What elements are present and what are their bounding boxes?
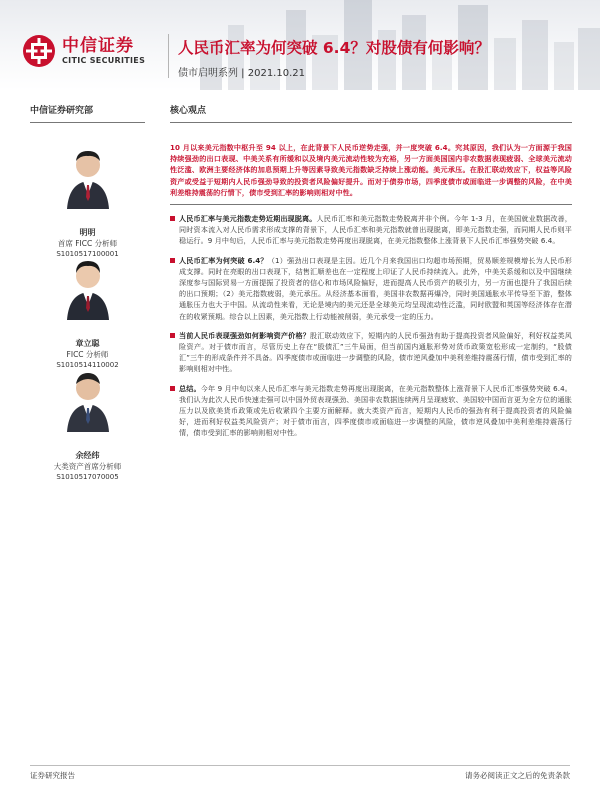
analyst-card [30, 145, 145, 260]
analyst-role: 大类资产首席分析师 [53, 462, 122, 471]
analyst-license-id: S1010517100001 [56, 250, 119, 258]
bullet-lead: 当前人民币表现强劲如何影响资产价格？ [179, 330, 311, 340]
footer-disclaimer-note: 请务必阅读正文之后的免责条款 [465, 771, 570, 780]
analyst-name: 明明 [79, 228, 96, 237]
logo-english-name: CITIC SECURITIES [62, 55, 146, 65]
analyst-photo [65, 368, 111, 432]
analyst-role: FICC 分析师 [66, 350, 109, 359]
analyst-card [30, 256, 145, 371]
logo-chinese-name: 中信证券 [62, 35, 134, 56]
bullet-square-icon [170, 258, 175, 263]
bullet-lead: 人民币汇率为何突破 6.4？ [179, 255, 268, 265]
analyst-card [30, 368, 145, 483]
analyst-license-id: S1010514110002 [56, 361, 119, 369]
bullet-item [170, 383, 572, 439]
bullet-square-icon [170, 386, 175, 391]
analyst-photo [65, 256, 111, 320]
bullet-square-icon [170, 216, 175, 221]
analyst-sidebar [30, 103, 145, 481]
analyst-license-id: S1010517070005 [56, 473, 119, 481]
bullet-text: 今年 9 月中旬以来人民币汇率与美元指数走势再度出现脱离，在美元指数整体上涨背景下人民币汇率强势突破 6.4。我们认为此次人民币快速走强可以中国外贸表现强劲、美国非农数据连续两月呈现疲软、美国较中国而言更为全方位的通胀压力以及欧美货币政策或先后收紧四个主要方面解释。就大类资产而言，短期内人民币的强劲有利于提高投资者的风险偏好，进而利好权益类风险资产；对于债市而言，四季度债市或面临进一步调整的风险，债市逆风叠加中美利差维持震荡行情，债市受到汇率的影响则相对中性。 [179, 383, 572, 438]
summary-divider [170, 204, 572, 205]
bullet-item [170, 330, 572, 375]
report-series-date: 债市启明系列 | 2021.10.21 [178, 68, 305, 79]
main-content [170, 103, 572, 439]
bullet-item [170, 213, 572, 247]
analyst-photo [65, 145, 111, 209]
header-divider [168, 34, 169, 78]
citic-logo-icon [22, 34, 56, 68]
key-summary: 10 月以来美元指数中枢升至 94 以上，在此背景下人民币逆势走强，并一度突破 6.4。究其原因，我们认为一方面源于我国持续强劲的出口表现、中美关系有所缓和以及境内美元流动性较为充裕，另一方面美国国内非农数据表现疲弱、全球美元流动性泛滥、欧洲主要经济体的加息预期上升等因素导致美元指数缺乏持续上涨动能。美元承压。在股汇联动效应下，权益等风险资产或受益于短期内人民币强劲导致的投资者风险偏好提升。而对于债券市场，四季度债市或面临进一步调整的风险，在中美利差维持震荡的行情下，债市受到汇率的影响则相对中性。 [170, 143, 572, 197]
bullet-item [170, 255, 572, 322]
bullet-square-icon [170, 333, 175, 338]
citic-logo [22, 34, 145, 68]
research-dept-label: 中信证券研究部 [30, 103, 145, 123]
report-header [0, 0, 600, 90]
footer-report-type: 证券研究报告 [30, 771, 75, 780]
bullet-text: 股汇联动效应下，短期内的人民币强劲有助于提高投资者风险偏好，利好权益类风险资产。对于债市而言，尽管历史上存在“股债汇”三牛局面，但当前国内通胀形势对货币政策宽松形成一定制约，“股债汇”三牛的形成条件并不具备。四季度债市或面临进一步调整的风险，债市逆风叠加中美利差维持震荡行情，债市受到汇率的影响则相对中性。 [179, 330, 572, 374]
bullet-text: 人民币汇率和美元指数走势脱离并非个例。今年 1-3 月，在美国就业数据改善，同时资本流入对人民币需求形成支撑的背景下，人民币汇率和美元指数就曾出现脱离，即美元指数走强，而同期人民币则平稳运行。9 月中旬后，人民币汇率与美元指数走势再度出现脱离，在美元指数整体上涨背景下人民币汇率强势突破 6.4。 [179, 214, 572, 246]
analyst-name: 余经纬 [75, 451, 100, 460]
bullet-lead: 人民币汇率与美元指数走势近期出现脱离。 [179, 214, 317, 224]
bullet-text: （1）强劲出口表现是主因。近几个月来我国出口均超市场预期，贸易顺差规模增长为人民币形成支撑。同时在亮眼的出口表现下，结售汇顺差也在一定程度上印证了人民币持续流入。此外，中美关系缓和以及中国继续深度参与国际贸易一方面提振了投资者的信心和市场风险偏好，进而提高人民币资产的吸引力，另一方面也提升了我国后续的出口预期；（2）美元指数疲弱，美元承压。从经济基本面看，美国非农数据再爆冷，同时美国通胀水平传导至下游，整体通胀压力也大于中国。从流动性来看，无论是境内的美元还是全球美元均呈现流动性泛滥，同时欧盟和英国等经济体存在潜在的收紧预期。综合以上因素，美元指数上行动能被削弱，美元承受一定的压力。 [179, 255, 572, 321]
section-title: 核心观点 [170, 103, 572, 123]
analyst-role: 首席 FICC 分析师 [57, 239, 118, 248]
bullet-lead: 总结。 [179, 383, 201, 393]
footer-divider [30, 765, 570, 766]
report-title: 人民币汇率为何突破 6.4？对股债有何影响？ [178, 39, 490, 57]
analyst-name: 章立聪 [75, 339, 100, 348]
